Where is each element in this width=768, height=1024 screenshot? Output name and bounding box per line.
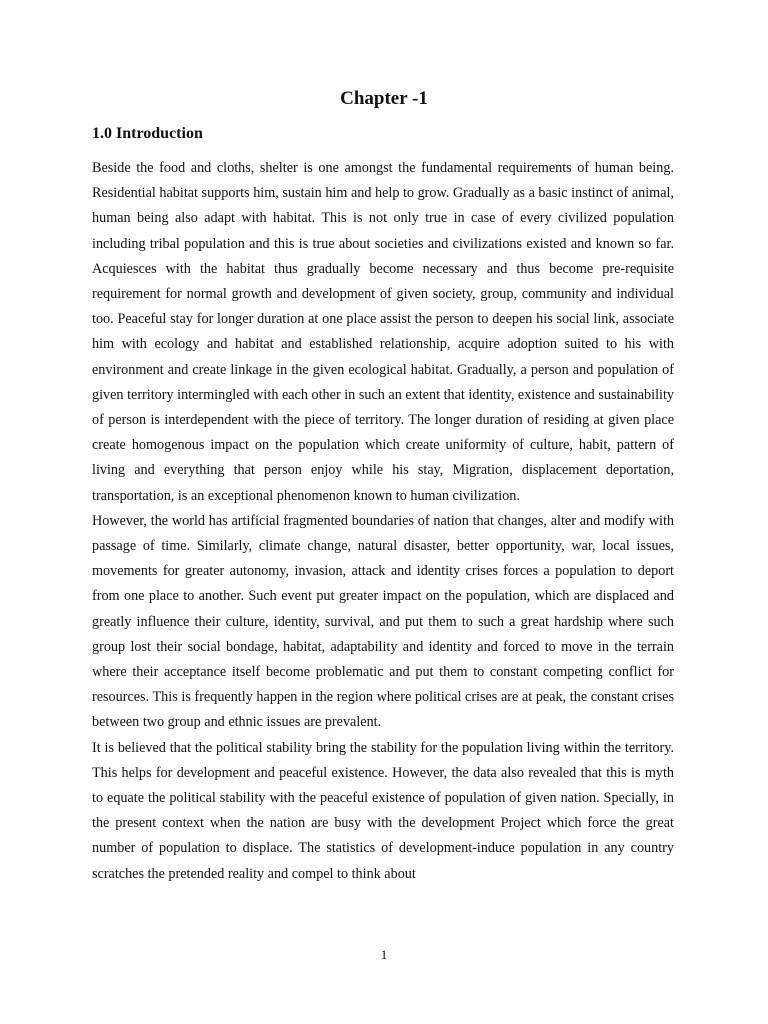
section-heading: 1.0 Introduction [92,125,203,142]
body-text [92,156,674,887]
chapter-title: Chapter -1 [340,88,428,109]
paragraph: It is believed that the political stability bring the stability for the population living within the territory. This helps for development and peaceful existence. However, the data also revealed that this is myth to equate the political stability with the peaceful existence of population of given nation. Specially, in the present context when the nation are busy with the development Project which force the great number of population to displace. The statistics of development-induce population in any country scratches the pretended reality and compel to think about [92,739,674,882]
paragraph: Beside the food and cloths, shelter is one amongst the fundamental requirements of human being. Residential habitat supports him, sustain him and help to grow. Gradually as a basic instinct of animal, human being also adapt with habitat. This is not only true in case of every civilized population including tribal population and this is true about societies and civilizations existed and known so far. Acquiesces with the habitat thus gradually become necessary and thus become pre-requisite requirement for normal growth and development of given society, group, community and individual too. Peaceful stay for longer duration at one place assist the person to deepen his social link, associate him with ecology and habitat and established relationship, acquire adoption suited to his with environment and create linkage in the given ecological habitat. Gradually, a person and population of given territory intermingled with each other in such an extent that identity, existence and sustainability of person is interdependent with the piece of territory. The longer duration of residing at given place create homogenous impact on the population which create uniformity of culture, habit, pattern of living and everything that person enjoy while his stay, Migration, displacement deportation, transportation, is an exceptional phenomenon known to human civilization. [92,160,674,504]
paragraph: However, the world has artificial fragmented boundaries of nation that changes, alter and modify with passage of time. Similarly, climate change, natural disaster, better opportunity, war, local issues, movements for greater autonomy, invasion, attack and identity crises forces a population to deport from one place to another. Such event put greater impact on the population, which are displaced and greatly influence their culture, identity, survival, and put them to such a great hardship where such group lost their social bondage, habitat, adaptability and identity and forced to move in the terrain where their acceptance itself become problematic and put them to constant competing conflict for resources. This is frequently happen in the region where political crises are at peak, the constant crises between two group and ethnic issues are prevalent. [92,512,674,731]
page-number: 1 [380,947,388,962]
